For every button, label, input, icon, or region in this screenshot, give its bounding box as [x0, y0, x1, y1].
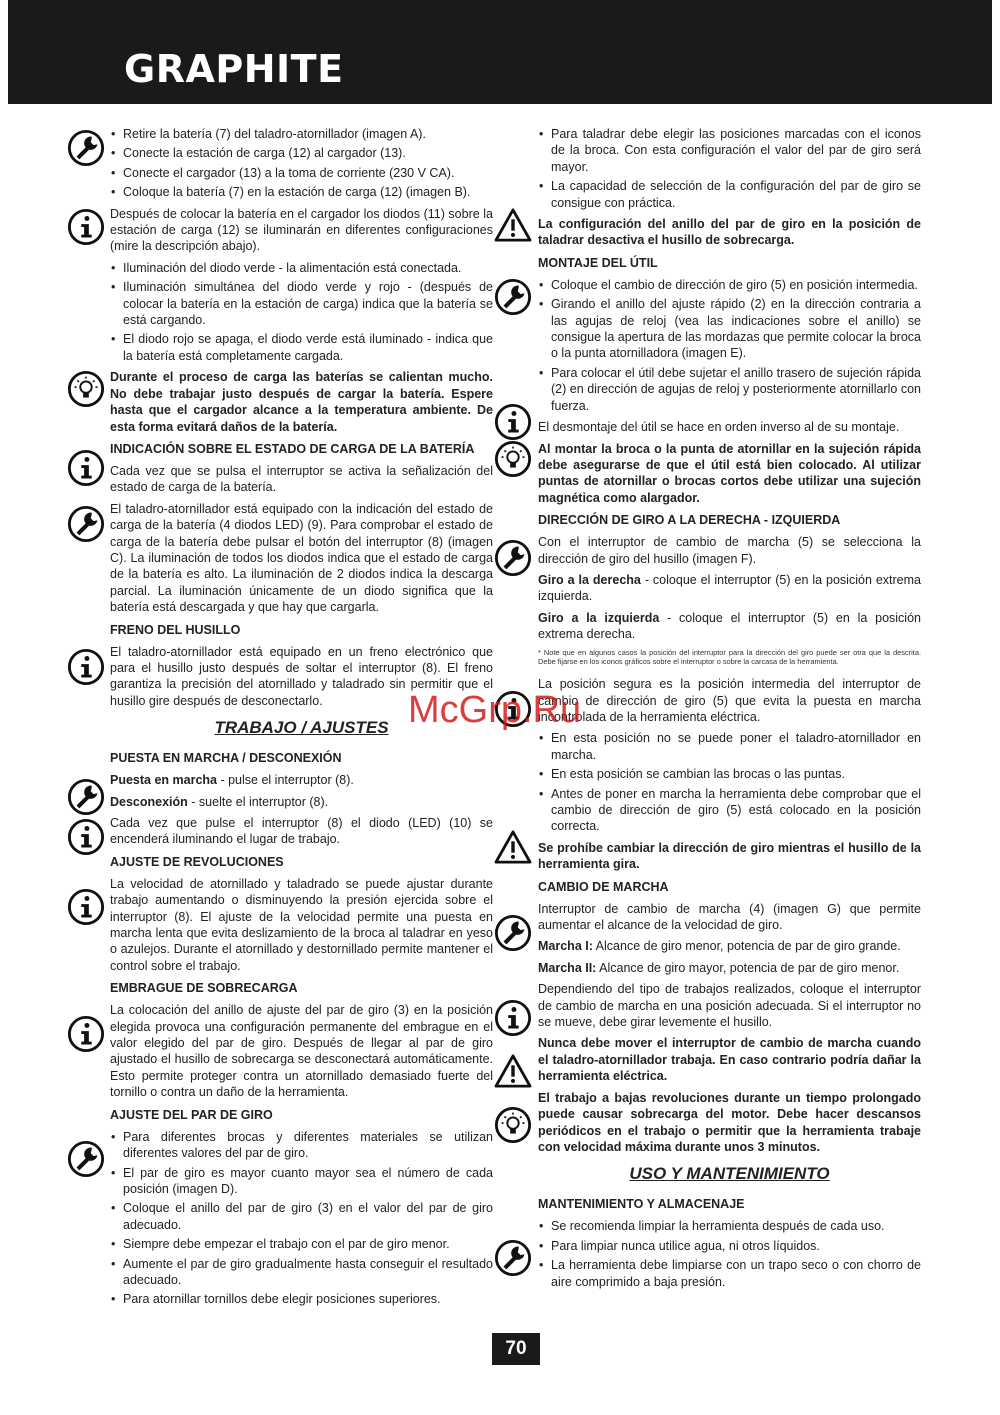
section-heading: CAMBIO DE MARCHA [538, 879, 669, 894]
paragraph: Cada vez que pulse el interruptor (8) el diodo (LED) (10) se encenderá iluminando el lugar de trabajo. [110, 816, 493, 847]
right-column [538, 126, 921, 1295]
bulb-icon [494, 1106, 532, 1144]
bulb-icon [67, 370, 105, 408]
list-item: • Retire la batería (7) del taladro-atornillador (imagen A). [110, 126, 493, 142]
term-label: Marcha I: [538, 939, 593, 954]
section-heading: AJUSTE DE REVOLUCIONES [110, 854, 284, 869]
brand-logo: GRAPHITE [124, 47, 344, 91]
diode-list [110, 260, 493, 364]
wrench-icon [494, 539, 532, 577]
list-item: • Para diferentes brocas y diferentes materiales se utilizan diferentes valores del par de giro. [110, 1129, 493, 1162]
list-item: • Girando el anillo del ajuste rápido (2) en la dirección contraria a las agujas de reloj (vea las indicaciones sobre el anillo) se consigue la apertura de las mordazas que permite colocar la broca o la punta atornilladora (imagen E). [538, 296, 921, 362]
info-icon [67, 818, 105, 856]
warning-text: Durante el proceso de carga las baterías se calientan mucho. No debe trabajar justo después de cargar la batería. Espere hasta que el cargador alcance a la temperatura ambiente. De esta forma evitará daños de la batería. [110, 370, 493, 434]
term-text: Alcance de giro mayor, potencia de par de giro menor. [596, 960, 900, 975]
paragraph: Dependiendo del tipo de trabajos realizados, coloque el interruptor de cambio de marcha en una posición adecuada. Si el interruptor no se mueve, debe girar levemente el husillo. [538, 982, 921, 1030]
paragraph [538, 938, 921, 954]
term-label: Marcha II: [538, 960, 597, 975]
warning-icon [494, 830, 532, 864]
section-heading: MONTAJE DEL ÚTIL [538, 255, 658, 270]
section-title: TRABAJO / AJUSTES [214, 718, 389, 738]
paragraph: Después de colocar la batería en el cargador los diodos (11) sobre la estación de carga (12) se iluminarán en diferentes configuraciones (mire la descripción abajo). [110, 206, 493, 254]
list-item: • Iluminación simultánea del diodo verde y rojo - (después de colocar la batería en la estación de carga) indica que la batería se está cargando. [110, 279, 493, 328]
term-text: - pulse el interruptor (8). [217, 773, 354, 788]
section-heading: MANTENIMIENTO Y ALMACENAJE [538, 1197, 745, 1212]
list-item: • Coloque el anillo del par de giro (3) en el valor del par de giro adecuado. [110, 1200, 493, 1233]
warning-text: Nunca debe mover el interruptor de cambio de marcha cuando el taladro-atornillador trabaja. En caso contrario podría dañar la herramienta eléctrica. [538, 1036, 921, 1084]
list-item: • Para colocar el útil debe sujetar el anillo trasero de sujeción rápida (2) en dirección de agujas de reloj y posteriormente atornillarlo con fuerza. [538, 365, 921, 414]
list-item: • Conecte la estación de carga (12) al cargador (13). [110, 145, 493, 161]
paragraph: La velocidad de atornillado y taladrado se puede ajustar durante trabajo aumentando o disminuyendo la presión ejercida sobre el interruptor (8). El ajuste de la velocidad permite una puesta en marcha lenta que evita deslizamiento de la broca al taladrar en yeso o azulejos. Durante el atornillado y destornillado permite mantener el control sobre el trabajo. [110, 876, 493, 973]
warning-text: Al montar la broca o la punta de atornillar en la sujeción rápida debe asegurarse de que el útil está bien colocado. Al utilizar puntas de atornillar o brocas cortos debe utilizar una sujeción magnética como alargador. [538, 441, 921, 505]
term-label: Giro a la derecha [538, 572, 641, 587]
section-heading: DIRECCIÓN DE GIRO A LA DERECHA - IZQUIERDA [538, 513, 841, 528]
info-icon [67, 888, 105, 926]
paragraph: El desmontaje del útil se hace en orden inverso al de su montaje. [538, 420, 900, 435]
mounting-list [538, 277, 921, 414]
safe-position-list [538, 730, 921, 834]
list-item: • Iluminación del diodo verde - la alimentación está conectada. [110, 260, 493, 276]
list-item: • En esta posición se cambian las brocas o las puntas. [538, 766, 921, 782]
paragraph: La posición segura es la posición intermedia del interruptor de cambio de dirección de giro (5) que evita la puesta en marcha incontrolada de la herramienta eléctrica. [538, 677, 921, 724]
list-item: • La capacidad de selección de la configuración del par de giro se consigue con práctica. [538, 178, 921, 211]
section-heading: INDICACIÓN SOBRE EL ESTADO DE CARGA DE LA BATERÍA [110, 441, 475, 456]
list-item: • La herramienta debe limpiarse con un trapo seco o con chorro de aire comprimido a baja presión. [538, 1257, 921, 1290]
info-icon [67, 1015, 105, 1053]
paragraph [538, 572, 921, 605]
wrench-icon [494, 1239, 532, 1277]
info-icon [67, 648, 105, 686]
term-label: Giro a la izquierda [538, 610, 660, 625]
battery-steps-list [110, 126, 493, 201]
paragraph: Cada vez que se pulsa el interruptor se activa la señalización del estado de carga de la batería. [110, 463, 493, 495]
paragraph: La colocación del anillo de ajuste del par de giro (3) en la posición elegida provoca una configuración permanente del embrague en el valor elegido del par de giro. Después de llegar al par de giro ajustado el husillo de sobrecarga se desconectará automáticamente. Esto permite proteger contra un atornillado demasiado fuerte del tornillo o contra un daño de la herramienta. [110, 1003, 493, 1100]
list-item: • Conecte el cargador (13) a la toma de corriente (230 V CA). [110, 165, 493, 181]
list-item: • Antes de poner en marcha la herramienta debe comprobar que el cambio de dirección de giro (5) está colocado en la posición correcta. [538, 786, 921, 835]
footnote: * Note que en algunos casos la posición del interruptor para la dirección del giro puede ser otra que la descrita. Debe fijarse en los iconos gráficos sobre el interruptor o sobre la carcasa de la herramienta. [538, 647, 921, 667]
info-icon [494, 403, 532, 441]
list-item: • Aumente el par de giro gradualmente hasta conseguir el resultado adecuado. [110, 1256, 493, 1289]
list-item: • Coloque el cambio de dirección de giro (5) en posición intermedia. [538, 277, 921, 293]
info-icon [67, 208, 105, 246]
paragraph: El taladro-atornillador está equipado en un freno electrónico que para el husillo justo después de soltar el interruptor (8). El freno garantiza la precisión del atornillado y taladrado sin permitir que el husillo gire después de desconectarlo. [110, 644, 493, 708]
term-text: Alcance de giro menor, potencia de par de giro grande. [592, 939, 901, 954]
list-item: • En esta posición no se puede poner el taladro-atornillador en marcha. [538, 730, 921, 763]
term-label: Desconexión [110, 794, 188, 809]
page-number: 70 [492, 1333, 540, 1365]
info-icon [494, 999, 532, 1037]
term-label: Puesta en marcha [110, 773, 217, 788]
list-item: • El diodo rojo se apaga, el diodo verde está iluminado - indica que la batería está completamente cargada. [110, 331, 493, 364]
section-heading: AJUSTE DEL PAR DE GIRO [110, 1107, 273, 1122]
section-heading: FRENO DEL HUSILLO [110, 622, 241, 637]
list-item: • Se recomienda limpiar la herramienta después de cada uso. [538, 1218, 921, 1234]
torque-list [110, 1129, 493, 1308]
info-icon [67, 449, 105, 487]
warning-text: Se prohíbe cambiar la dirección de giro mientras el husillo de la herramienta gira. [538, 840, 921, 872]
warning-icon [494, 208, 532, 242]
list-item: • Para limpiar nunca utilice agua, ni otros líquidos. [538, 1238, 921, 1254]
term-text: - coloque el interruptor (5) en la posición extrema izquierda. [538, 572, 921, 604]
list-item: • Para atornillar tornillos debe elegir posiciones superiores. [110, 1291, 493, 1307]
wrench-icon [67, 505, 105, 543]
wrench-icon [67, 778, 105, 816]
list-item: • El par de giro es mayor cuanto mayor sea el número de cada posición (imagen D). [110, 1165, 493, 1198]
header-bar [8, 0, 992, 104]
paragraph [110, 772, 493, 788]
wrench-icon [67, 1140, 105, 1178]
warning-icon [494, 1054, 532, 1088]
paragraph: Interruptor de cambio de marcha (4) (imagen G) que permite aumentar el alcance de la velocidad de giro. [538, 901, 921, 933]
paragraph [110, 794, 493, 810]
list-item: • Siempre debe empezar el trabajo con el par de giro menor. [110, 1236, 493, 1252]
term-text: - suelte el interruptor (8). [187, 794, 329, 809]
bulb-icon [494, 440, 532, 478]
paragraph: El taladro-atornillador está equipado con la indicación del estado de carga de la batería (4 diodos LED) (9). Para comprobar el estado de carga de la batería debe pulsar el botón del interruptor (8) (imagen C). La iluminación de todos los diodos indica que el estado de carga de la batería es alto. La iluminación de 2 diodos indica la descarga parcial. La iluminación únicamente de un diodo significa que la batería está descargada y que hay que cargarla. [110, 501, 493, 615]
torque-list-continued [538, 126, 921, 211]
paragraph [538, 610, 921, 643]
warning-text: La configuración del anillo del par de giro en la posición de taladrar desactiva el husillo de sobrecarga. [538, 217, 921, 248]
section-heading: EMBRAGUE DE SOBRECARGA [110, 981, 298, 996]
list-item: • Para taladrar debe elegir las posiciones marcadas con el iconos de la broca. Con esta configuración el valor del par de giro será mayor. [538, 126, 921, 175]
warning-text: El trabajo a bajas revoluciones durante un tiempo prolongado puede causar sobrecarga del motor. Debe hacer descansos periódicos en el trabajo o permitir que la herramienta trabaje con velocidad máxima durante unos 3 minutos. [538, 1090, 921, 1154]
section-title: USO Y MANTENIMIENTO [629, 1164, 830, 1184]
paragraph [538, 960, 921, 976]
paragraph: Con el interruptor de cambio de marcha (5) se selecciona la dirección de giro del husillo (imagen F). [538, 535, 921, 566]
maintenance-list [538, 1218, 921, 1290]
wrench-icon [494, 914, 532, 952]
list-item: • Coloque la batería (7) en la estación de carga (12) (imagen B). [110, 184, 493, 200]
term-text: - coloque el interruptor (5) en la posición extrema derecha. [538, 610, 921, 642]
watermark: McGrp.Ru [408, 689, 582, 731]
wrench-icon [494, 278, 532, 316]
wrench-icon [67, 129, 105, 167]
section-heading: PUESTA EN MARCHA / DESCONEXIÓN [110, 751, 342, 766]
